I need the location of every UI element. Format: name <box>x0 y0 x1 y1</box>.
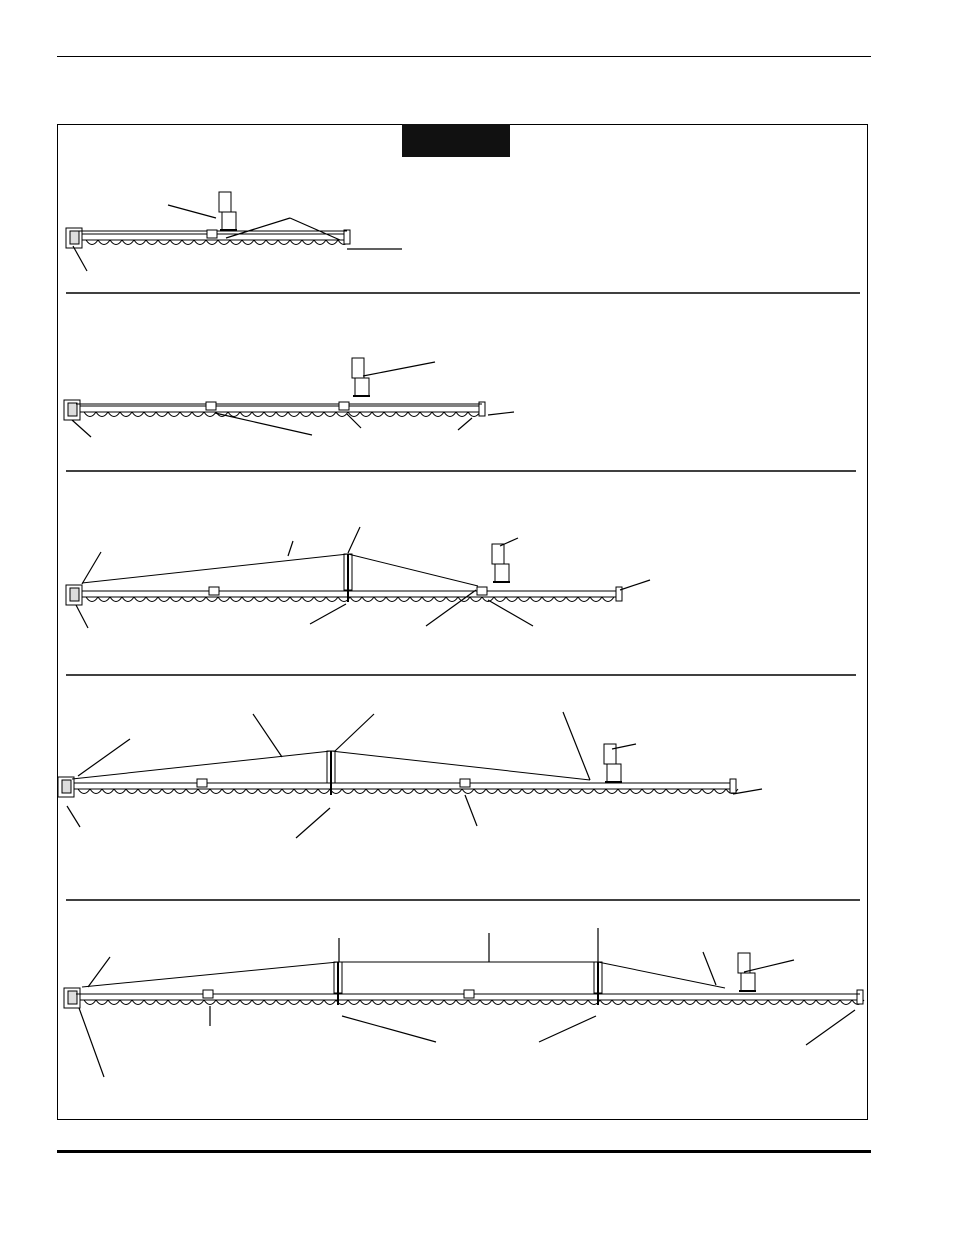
p4-auger-intake-plate <box>62 780 71 793</box>
p5-motor-body <box>738 953 750 973</box>
p4-motor-mount <box>607 764 621 782</box>
p4-cable <box>331 751 590 780</box>
leader-line <box>335 714 374 751</box>
leader-line <box>744 960 794 972</box>
p3-auger-flighting <box>86 597 614 602</box>
p1-auger-intake-plate <box>70 231 79 244</box>
p3-saddle <box>209 587 219 595</box>
p4-saddle <box>460 779 470 787</box>
leader-line <box>488 412 514 415</box>
p1-auger-discharge-end <box>344 230 350 244</box>
p2-motor-body <box>352 358 364 378</box>
leader-line <box>342 1016 436 1042</box>
p1-auger-flighting <box>86 240 350 245</box>
leader-line <box>488 600 533 626</box>
leader-line <box>288 541 293 556</box>
leader-line <box>168 205 216 218</box>
p5-auger-flighting <box>84 1000 864 1005</box>
leader-line <box>73 246 87 271</box>
footer-rule <box>57 1150 871 1153</box>
leader-line <box>76 605 88 628</box>
p3-cable <box>348 554 478 586</box>
leader-line <box>563 712 590 780</box>
p4-auger-discharge-end <box>730 779 736 793</box>
leader-line <box>363 362 435 376</box>
p4-auger-flighting <box>78 789 738 794</box>
p4-motor-body <box>604 744 616 764</box>
p5-auger-discharge-end <box>857 990 863 1004</box>
leader-line <box>703 952 716 985</box>
p2-saddle <box>339 402 349 410</box>
leader-line <box>82 552 101 584</box>
leader-line <box>465 795 477 826</box>
p3-motor-body <box>492 544 504 564</box>
leader-line <box>348 527 360 553</box>
p2-auger-intake-plate <box>68 403 77 416</box>
leader-line <box>78 739 130 776</box>
p5-saddle <box>464 990 474 998</box>
p3-saddle <box>477 587 487 595</box>
leader-line <box>88 957 110 987</box>
p3-motor-mount <box>495 564 509 582</box>
leader-line <box>253 714 282 757</box>
leader-line <box>426 590 476 626</box>
leader-line <box>296 808 330 838</box>
p5-motor-mount <box>741 973 755 991</box>
p5-auger-intake-plate <box>68 991 77 1004</box>
leader-line <box>215 413 312 435</box>
p4-cable <box>72 751 331 779</box>
p3-cable <box>82 554 348 583</box>
p1-saddle <box>207 230 217 238</box>
leader-line <box>67 806 80 827</box>
leader-line <box>310 604 346 624</box>
leader-line <box>806 1010 855 1045</box>
p2-auger-flighting <box>84 412 480 417</box>
leader-line <box>620 580 650 590</box>
p5-cable <box>598 962 725 988</box>
p4-saddle <box>197 779 207 787</box>
p2-saddle <box>206 402 216 410</box>
p2-motor-mount <box>355 378 369 396</box>
leader-line <box>79 1008 104 1077</box>
p5-cable <box>82 962 338 987</box>
leader-line <box>458 418 472 430</box>
leader-line <box>500 538 518 546</box>
p5-saddle <box>203 990 213 998</box>
p1-motor-mount <box>222 212 236 230</box>
leader-line <box>539 1016 596 1042</box>
leader-line <box>290 218 340 240</box>
p3-auger-intake-plate <box>70 588 79 601</box>
p1-motor-body <box>219 192 231 212</box>
leader-line <box>72 420 91 437</box>
